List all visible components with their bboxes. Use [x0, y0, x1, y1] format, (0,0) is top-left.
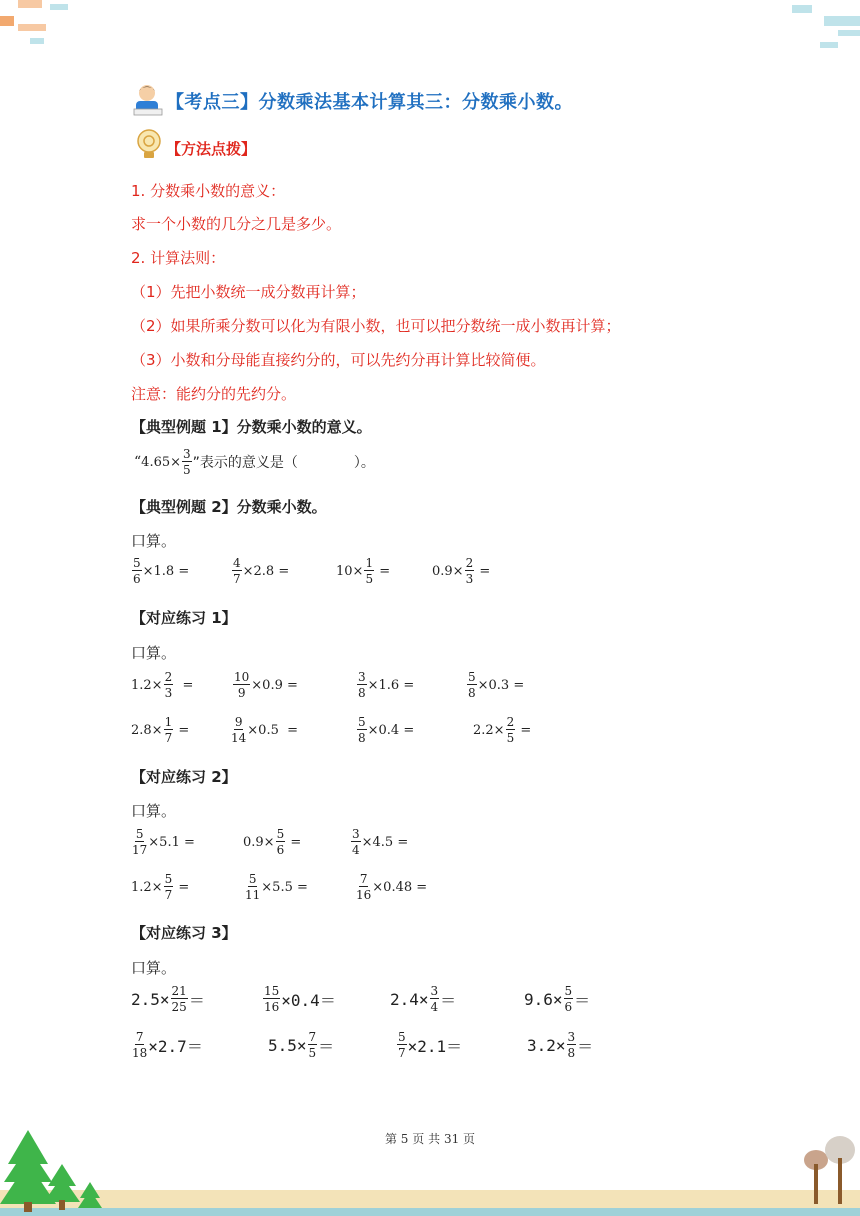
calc-expression [131, 716, 189, 744]
calc-expression [131, 671, 193, 699]
fraction: $\frac{7}{16}$ [356, 872, 372, 902]
fraction: $\frac{1}{5}$ [365, 556, 374, 586]
total-page-number: 31 [443, 1132, 460, 1146]
lightbulb-icon [134, 128, 164, 162]
fraction: $\frac{5}{6}$ [564, 984, 573, 1014]
fraction: $\frac{3}{8}$ [358, 670, 366, 700]
meaning-text: 求一个小数的几分之几是多少。 [131, 215, 342, 233]
expr-pre: 2.8× [131, 722, 163, 738]
calc-expression [231, 557, 289, 585]
expr-post: ×2.1＝ [407, 1036, 463, 1056]
fraction: $\frac{15}{16}$ [264, 984, 280, 1014]
expr-post: ×2.8 = [242, 563, 290, 579]
fraction: $\frac{5}{6}$ [276, 827, 285, 857]
practice-3-label: 口算。 [131, 959, 177, 977]
expr-post: = [174, 722, 190, 738]
fraction: $\frac{3}{8}$ [567, 1030, 576, 1060]
expr-post: ×0.4 = [367, 722, 415, 738]
expr-post: = [375, 563, 391, 579]
fraction: $\frac{3}{4}$ [430, 984, 439, 1014]
expr-post: ＝ [577, 1036, 594, 1056]
fraction: $\frac{3}{4}$ [352, 827, 360, 857]
fraction: $\frac{5}{6}$ [133, 556, 141, 586]
expr-post: = [174, 677, 194, 693]
expr-post: ×0.4＝ [281, 990, 336, 1010]
student-reading-icon [130, 82, 166, 118]
fraction: $\frac{9}{14}$ [231, 715, 247, 745]
note-text: 注意：能约分的先约分。 [131, 385, 297, 403]
calc-expression [262, 985, 336, 1013]
expr-pre: 0.9× [243, 834, 275, 850]
calc-expression [268, 1031, 334, 1059]
fraction: $\frac{5}{11}$ [245, 872, 261, 902]
practice-1-heading: 【对应练习 1】 [131, 609, 237, 627]
practice-2-heading: 【对应练习 2】 [131, 768, 237, 786]
calc-expression [466, 671, 524, 699]
expr-post: ＝ [188, 990, 205, 1010]
practice-1-label: 口算。 [131, 644, 177, 662]
rule-2: （2）如果所乘分数可以化为有限小数，也可以把分数统一成小数再计算； [131, 317, 621, 335]
fraction: $\frac{2}{3}$ [465, 556, 474, 586]
calc-expression [336, 557, 390, 585]
expr-pre: 2.5× [131, 989, 170, 1009]
calc-expression [355, 873, 427, 901]
fraction: $\frac{5}{7}$ [164, 872, 173, 902]
fraction: $\frac{1}{7}$ [164, 715, 173, 745]
practice-2-label: 口算。 [131, 802, 177, 820]
fraction: $\frac{5}{7}$ [398, 1030, 406, 1060]
calc-expression [473, 716, 531, 744]
expr-pre: 1.2× [131, 677, 163, 693]
expr-post: = [174, 879, 190, 895]
current-page-number: 5 [400, 1132, 409, 1146]
example-1-lead: 4.65× [141, 454, 182, 470]
calc-expression [356, 671, 414, 699]
expr-post: ＝ [574, 990, 591, 1010]
calc-expression [131, 985, 205, 1013]
example-1-question [134, 448, 375, 476]
expr-pre: 1.2× [131, 879, 163, 895]
rule-1: （1）先把小数统一成分数再计算； [131, 283, 366, 301]
expr-post: ×0.48 = [372, 879, 428, 895]
fraction: $\frac{7}{5}$ [308, 1030, 317, 1060]
fraction: $\frac{2}{3}$ [164, 670, 173, 700]
expr-pre: 9.6× [524, 989, 563, 1009]
expr-post: ＝ [440, 990, 457, 1010]
fraction: $\frac{5}{8}$ [468, 670, 476, 700]
expr-post: ×1.6 = [367, 677, 415, 693]
calc-expression [350, 828, 408, 856]
rule-3: （3）小数和分母能直接约分的，可以先约分再计算比较简便。 [131, 351, 546, 369]
calc-expression [527, 1031, 593, 1059]
expr-post: = [516, 722, 532, 738]
example-2-label: 口算。 [131, 532, 177, 550]
fraction: $\frac{7}{18}$ [132, 1030, 148, 1060]
expr-pre: 2.4× [390, 989, 429, 1009]
expr-post: ×0.3 = [477, 677, 525, 693]
fraction: $\frac{3}{5}$ [183, 447, 191, 477]
example-1-heading: 【典型例题 1】分数乘小数的意义。 [131, 418, 372, 436]
calc-expression [356, 716, 414, 744]
expr-post: ×5.5 = [261, 879, 308, 895]
calc-expression [131, 1031, 203, 1059]
expr-post: = [475, 563, 491, 579]
expr-post: = [286, 834, 302, 850]
expr-post: ×1.8 = [142, 563, 190, 579]
fraction: $\frac{10}{9}$ [234, 670, 250, 700]
page-title: 【考点三】分数乘法基本计算其三：分数乘小数。 [166, 92, 573, 113]
calc-expression [131, 873, 189, 901]
page-footer: 第 5 页 共 31 页 [384, 1132, 476, 1146]
expr-post: ×4.5 = [361, 834, 409, 850]
expr-pre: 3.2× [527, 1035, 566, 1055]
fraction: $\frac{21}{25}$ [171, 984, 187, 1014]
expr-pre: 2.2× [473, 722, 505, 738]
calc-expression [131, 557, 189, 585]
expr-post: ＝ [318, 1036, 335, 1056]
expr-post: ×0.5 = [247, 722, 299, 738]
bottom-scenery-decoration [0, 1124, 860, 1216]
example-2-heading: 【典型例题 2】分数乘小数。 [131, 498, 327, 516]
expr-post: ×2.7＝ [148, 1036, 203, 1056]
open-quote: “ [134, 454, 142, 470]
expr-pre: 10× [336, 563, 364, 579]
method-label: 【方法点拨】 [166, 140, 257, 158]
fraction: $\frac{5}{17}$ [132, 827, 148, 857]
calc-expression [244, 873, 308, 901]
calc-expression [230, 716, 298, 744]
example-1-tail: ”表示的意义是（ ）。 [192, 455, 375, 471]
expr-post: ×0.9 = [251, 677, 298, 693]
calc-expression [243, 828, 301, 856]
practice-3-heading: 【对应练习 3】 [131, 924, 237, 942]
fraction: $\frac{4}{7}$ [233, 556, 241, 586]
fraction: $\frac{5}{8}$ [358, 715, 366, 745]
fraction: $\frac{2}{5}$ [506, 715, 515, 745]
calc-expression [232, 671, 298, 699]
calc-expression [390, 985, 456, 1013]
calc-expression [396, 1031, 462, 1059]
expr-pre: 5.5× [268, 1035, 307, 1055]
expr-post: ×5.1 = [148, 834, 195, 850]
expr-pre: 0.9× [432, 563, 464, 579]
calc-expression [432, 557, 490, 585]
calc-expression [131, 828, 195, 856]
meaning-heading: 1. 分数乘小数的意义： [131, 182, 286, 200]
calc-expression [524, 985, 590, 1013]
rule-heading: 2. 计算法则： [131, 249, 226, 267]
